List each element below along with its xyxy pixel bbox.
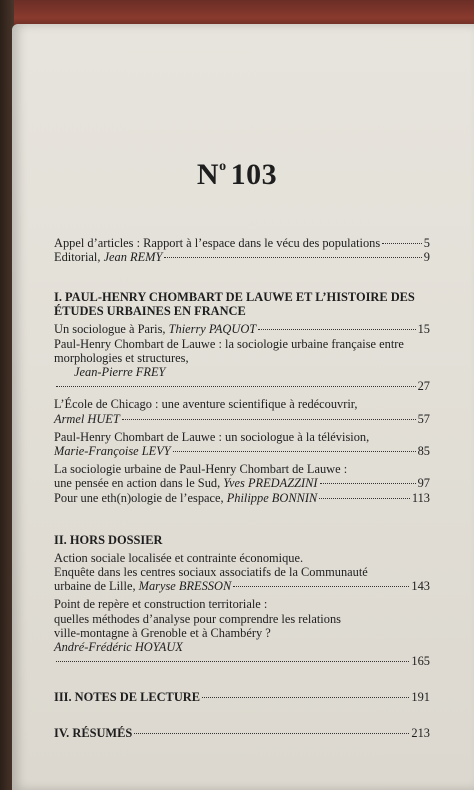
toc-entry-text: urbaine de Lille,	[54, 579, 139, 594]
toc-entry	[54, 322, 430, 336]
section-heading-3: III. NOTES DE LECTURE 191	[54, 690, 430, 705]
leader-dots	[134, 733, 409, 734]
toc-page-number: 97	[417, 476, 430, 491]
toc-entry-text: Paul-Henry Chombart de Lauwe : un sociologue à la télévision,	[54, 429, 370, 444]
leader-dots	[122, 419, 416, 420]
toc-entry-text: Pour une eth(n)ologie de l’espace,	[54, 490, 227, 505]
section-heading-4: IV. RÉSUMÉS 213	[54, 726, 430, 741]
leader-dots	[319, 498, 410, 499]
toc-entry-text: ville-montagne à Grenoble et à Chambéry ?	[54, 625, 271, 640]
issue-number: 103	[230, 158, 278, 191]
leader-dots	[258, 329, 415, 330]
toc-page-number: 191	[411, 690, 430, 705]
toc-entry-call-for-papers	[54, 236, 430, 250]
leader-dots	[320, 483, 416, 484]
toc-page-number: 57	[417, 411, 430, 426]
toc-entry-text: Point de repère et construction territoriale :	[54, 597, 268, 612]
leader-dots	[56, 386, 416, 387]
toc-page-number: 15	[417, 322, 430, 337]
section-heading-2: II. HORS DOSSIER	[54, 532, 163, 547]
toc-entry-text: La sociologie urbaine de Paul-Henry Chombart de Lauwe :	[54, 462, 348, 477]
toc-page-number: 85	[417, 444, 430, 459]
toc-entry-text: Enquête dans les centres sociaux associatifs de la Communauté	[54, 565, 368, 580]
toc-page-number: 27	[417, 379, 430, 394]
leader-dots	[173, 451, 416, 452]
toc-entry	[54, 551, 430, 594]
toc-page-number: 5	[423, 236, 430, 250]
issue-title	[0, 158, 474, 192]
toc-entry-text: Paul-Henry Chombart de Lauwe : la sociologie urbaine française entre	[54, 336, 404, 351]
toc-entry-author: André-Frédéric HOYAUX	[54, 640, 183, 655]
toc-entry-author: Yves PREDAZZINI	[223, 476, 318, 491]
toc-entry-editorial	[54, 250, 430, 264]
section-heading-1: I. PAUL-HENRY CHOMBART DE LAUWE ET L’HISTOIRE DES ÉTUDES URBAINES EN FRANCE	[54, 290, 415, 319]
toc-entry-author: Jean-Pierre FREY	[74, 365, 166, 380]
toc-entry-text: Un sociologue à Paris,	[54, 322, 169, 337]
toc-entry-author: Thierry PAQUOT	[168, 322, 257, 337]
toc-entry	[54, 597, 430, 668]
toc-entry-text: Appel d’articles : Rapport à l’espace dans le vécu des populations	[54, 236, 381, 250]
toc-page-number: 143	[411, 579, 430, 594]
toc-entry-author: Jean REMY	[103, 250, 163, 265]
toc-entry	[54, 397, 430, 425]
leader-dots	[164, 257, 421, 258]
toc-entry	[54, 430, 430, 458]
toc-entry-author: Marie-Françoise LEVY	[54, 444, 171, 459]
toc-entry	[54, 491, 430, 505]
toc-entry-author: Armel HUET	[54, 411, 120, 426]
toc-entry-author: Maryse BRESSON	[138, 579, 232, 594]
table-of-contents	[54, 236, 430, 740]
toc-entry	[54, 337, 430, 394]
toc-page-number: 165	[411, 654, 430, 669]
toc-page-number: 213	[411, 726, 430, 741]
toc-page-number: 113	[411, 490, 430, 505]
toc-entry-text: Editorial,	[54, 250, 104, 265]
toc-entry-author: Philippe BONNIN	[226, 490, 318, 505]
toc-page-number: 9	[423, 250, 430, 265]
toc-entry-text: L’École de Chicago : une aventure scientifique à redécouvrir,	[54, 397, 358, 412]
toc-entry-text: morphologies et structures,	[54, 350, 189, 365]
issue-number-sign: N	[196, 158, 220, 191]
toc-entry-text: Action sociale localisée et contrainte économique.	[54, 550, 304, 565]
leader-dots	[233, 586, 409, 587]
leader-dots	[56, 661, 409, 662]
toc-entry-text: une pensée en action dans le Sud,	[54, 476, 224, 491]
issue-number-suffix: o	[219, 159, 227, 174]
leader-dots	[202, 697, 409, 698]
toc-entry-text: quelles méthodes d’analyse pour comprendre les relations	[54, 611, 341, 626]
toc-entry	[54, 462, 430, 490]
leader-dots	[382, 243, 422, 244]
